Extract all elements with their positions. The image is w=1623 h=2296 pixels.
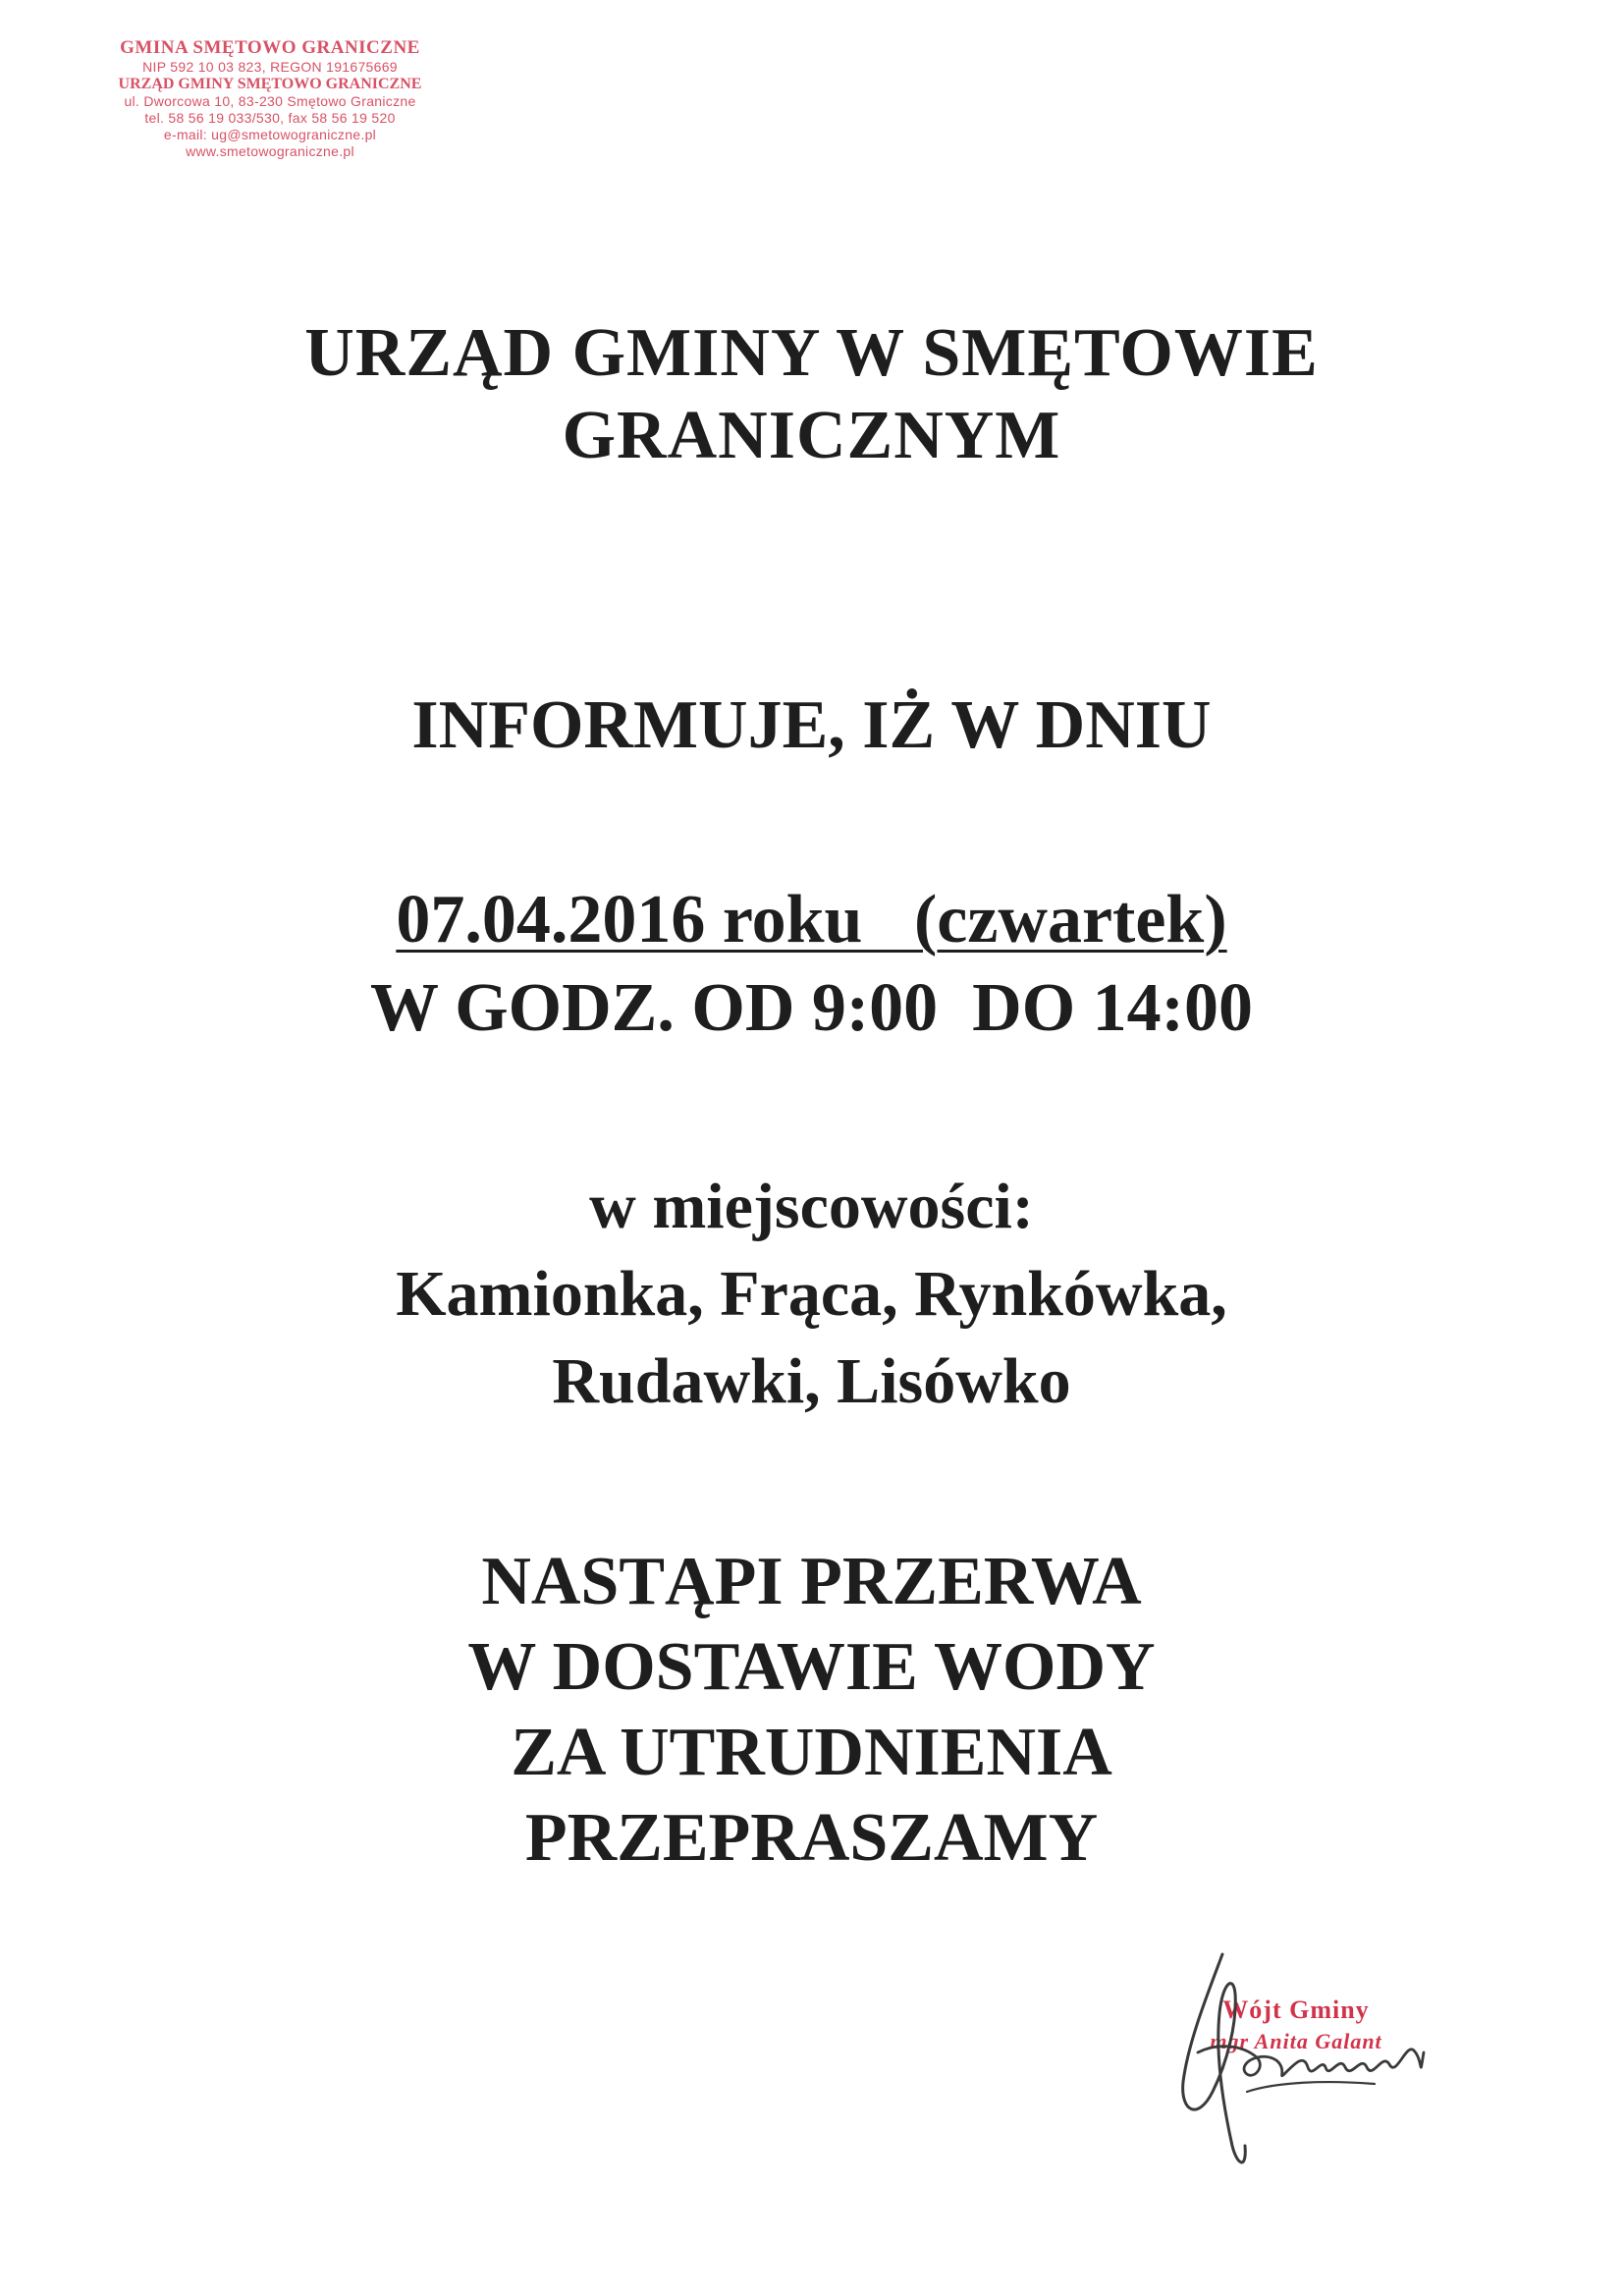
handwritten-signature <box>1129 1935 1463 2190</box>
notice-line-4: PRZEPRASZAMY <box>524 1800 1099 1876</box>
heading-line-1: URZĄD GMINY W SMĘTOWIE <box>304 315 1319 391</box>
stamp-office: URZĄD GMINY SMĘTOWO GRANICZNE <box>118 76 422 92</box>
informs-line: INFORMUJE, IŻ W DNIU <box>411 687 1212 763</box>
notice-block <box>0 1539 1623 1881</box>
signature-name: mgr Anita Galant <box>1210 2029 1382 2053</box>
places-block <box>0 1163 1623 1425</box>
stamp-title: GMINA SMĘTOWO GRANICZNE <box>120 37 420 58</box>
notice-line-2: W DOSTAWIE WODY <box>467 1629 1156 1705</box>
stamp-phone: tel. 58 56 19 033/530, fax 58 56 19 520 <box>144 110 396 126</box>
places-line-1: Kamionka, Frąca, Rynkówka, <box>396 1258 1227 1330</box>
document-heading <box>0 312 1623 477</box>
places-intro: w miejscowości: <box>589 1171 1034 1242</box>
places-line-2: Rudawki, Lisówko <box>552 1345 1071 1417</box>
notice-line-1: NASTĄPI PRZERWA <box>481 1544 1142 1619</box>
stamp-address: ul. Dworcowa 10, 83-230 Smętowo Graniczne <box>124 93 416 109</box>
stamp-email: e-mail: ug@smetowograniczne.pl <box>163 127 377 142</box>
schedule-time: W GODZ. OD 9:00 DO 14:00 <box>370 970 1253 1046</box>
notice-line-3: ZA UTRUDNIENIA <box>511 1715 1112 1790</box>
stamp-nip-regon: NIP 592 10 03 823, REGON 191675669 <box>142 59 398 75</box>
stamp-website: www.smetowograniczne.pl <box>186 143 354 159</box>
municipal-stamp <box>88 37 452 160</box>
schedule-date: 07.04.2016 roku (czwartek) <box>396 882 1227 957</box>
signature-area <box>1129 1935 1463 2190</box>
signature-role: Wójt Gminy <box>1222 1995 1370 2024</box>
schedule-block <box>0 876 1623 1053</box>
heading-line-2: GRANICZNYM <box>562 398 1061 473</box>
